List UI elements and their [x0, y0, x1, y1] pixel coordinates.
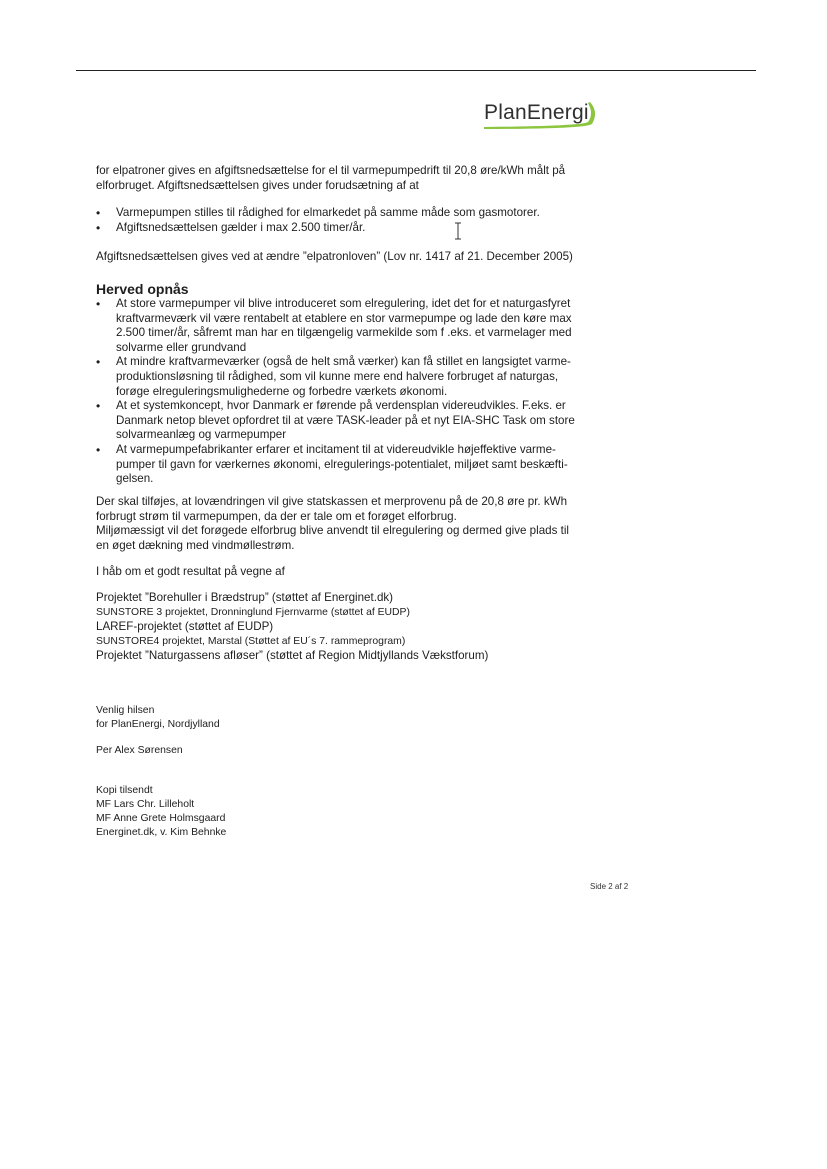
list-item-line: kraftvarmeværk vil være rentabelt at etablere en stor varmepumpe og lade den køre max — [116, 311, 572, 325]
list-item-line: 2.500 timer/år, såfremt man har en tilgængelig varmekilde som f .eks. et varmelager med — [116, 326, 572, 340]
list-item-line: • At et systemkoncept, hvor Danmark er førende på verdensplan videreudvikles. F.eks. er — [116, 399, 566, 413]
text-cursor-icon — [453, 222, 463, 240]
project-item: LAREF-projektet (støttet af EUDP) — [96, 620, 274, 634]
copy-recipient: Energinet.dk, v. Kim Behnke — [96, 827, 227, 838]
signature-name-block — [96, 744, 611, 759]
list-item-line: gelsen. — [116, 472, 154, 486]
header-rule — [76, 70, 756, 71]
project-item: SUNSTORE 3 projektet, Dronninglund Fjernvarme (støttet af EUDP) — [96, 606, 410, 618]
page-number: Side 2 af 2 — [590, 882, 629, 891]
list-item-line: produktionsløsning til rådighed, som vil kunne mere end halvere forbruget af naturgas, — [116, 369, 559, 383]
copy-recipient: MF Lars Chr. Lilleholt — [96, 799, 195, 810]
copy-block — [96, 784, 611, 840]
closing-line: Der skal tilføjes, at lovændringen vil give statskassen et merprovenu på de 20,8 øre pr. kWh — [96, 495, 568, 508]
list-item — [96, 355, 611, 399]
closing-paragraph — [96, 495, 611, 553]
copy-title: Kopi tilsendt — [96, 785, 153, 796]
list-item — [96, 399, 611, 443]
projects-list — [96, 591, 611, 664]
law-paragraph — [96, 250, 611, 265]
section-heading: Herved opnås — [96, 281, 189, 297]
closing-line: Miljømæssigt vil det forøgede elforbrug blive anvendt til elregulering og dermed give plads til — [96, 524, 569, 538]
list-item: • Afgiftsnedsættelsen gælder i max 2.500 timer/år. — [96, 221, 611, 236]
logo-text: PlanEnergi — [484, 101, 589, 124]
list-item-line: solvarmeanlæg og varmepumper — [116, 428, 287, 442]
list-item-line: forøge elreguleringsmulighederne og forbedre værkets økonomi. — [116, 384, 448, 398]
closing-line: en øget dækning med vindmøllestrøm. — [96, 538, 295, 552]
law-sentence: Afgiftsnedsættelsen gives ved at ændre ”elpatronloven” (Lov nr. 1417 af 21. December 2005) — [96, 250, 573, 263]
signature-name: Per Alex Sørensen — [96, 745, 183, 756]
planenergi-logo — [482, 100, 600, 130]
conditions-list — [96, 206, 611, 235]
intro-paragraph — [96, 164, 611, 193]
list-item: • Varmepumpen stilles til rådighed for elmarkedet på samme måde som gasmotorer. — [96, 206, 611, 221]
list-item-line: Danmark netop blevet opfordret til at være TASK-leader på et nyt EIA-SHC Task om store — [116, 413, 575, 427]
list-item-line: • At store varmepumper vil blive introduceret som elregulering, idet det for et naturgasfyret — [116, 297, 571, 310]
list-item — [96, 443, 611, 487]
hope-line: I håb om et godt resultat på vegne af — [96, 565, 285, 578]
project-item: SUNSTORE4 projektet, Marstal (Støttet af EU´s 7. rammeprogram) — [96, 635, 406, 647]
copy-recipient: MF Anne Grete Holmsgaard — [96, 813, 226, 824]
signature-greeting: Venlig hilsen — [96, 705, 155, 716]
closing-line: forbrugt strøm til varmepumpen, da der er tale om et forøget elforbrug. — [96, 509, 457, 523]
signature-org: for PlanEnergi, Nordjylland — [96, 719, 220, 730]
signature-block — [96, 704, 611, 732]
list-item-line: solvarme eller grundvand — [116, 340, 247, 354]
list-item-line: • At mindre kraftvarmeværker (også de helt små værker) kan få stillet en langsigtet varme- — [116, 355, 571, 369]
project-item: Projektet ”Borehuller i Brædstrup” (støttet af Energinet.dk) — [96, 591, 394, 604]
list-item-line: pumper til gavn for værkernes økonomi, elregulerings-potentialet, miljøet samt beskæfti- — [116, 457, 568, 471]
intro-line: elforbruget. Afgiftsnedsættelsen gives under forudsætning af at — [96, 178, 419, 192]
list-item — [96, 297, 611, 355]
intro-line: for elpatroner gives en afgiftsnedsættelse for el til varmepumpedrift til 20,8 øre/kWh målt på — [96, 164, 566, 177]
project-item: Projektet ”Naturgassens afløser” (støttet af Region Midtjyllands Vækstforum) — [96, 649, 489, 663]
benefits-list — [96, 297, 611, 487]
list-item-line: • At varmepumpefabrikanter erfarer et incitament til at videreudvikle højeffektive varme- — [116, 442, 556, 456]
hope-paragraph — [96, 565, 611, 580]
